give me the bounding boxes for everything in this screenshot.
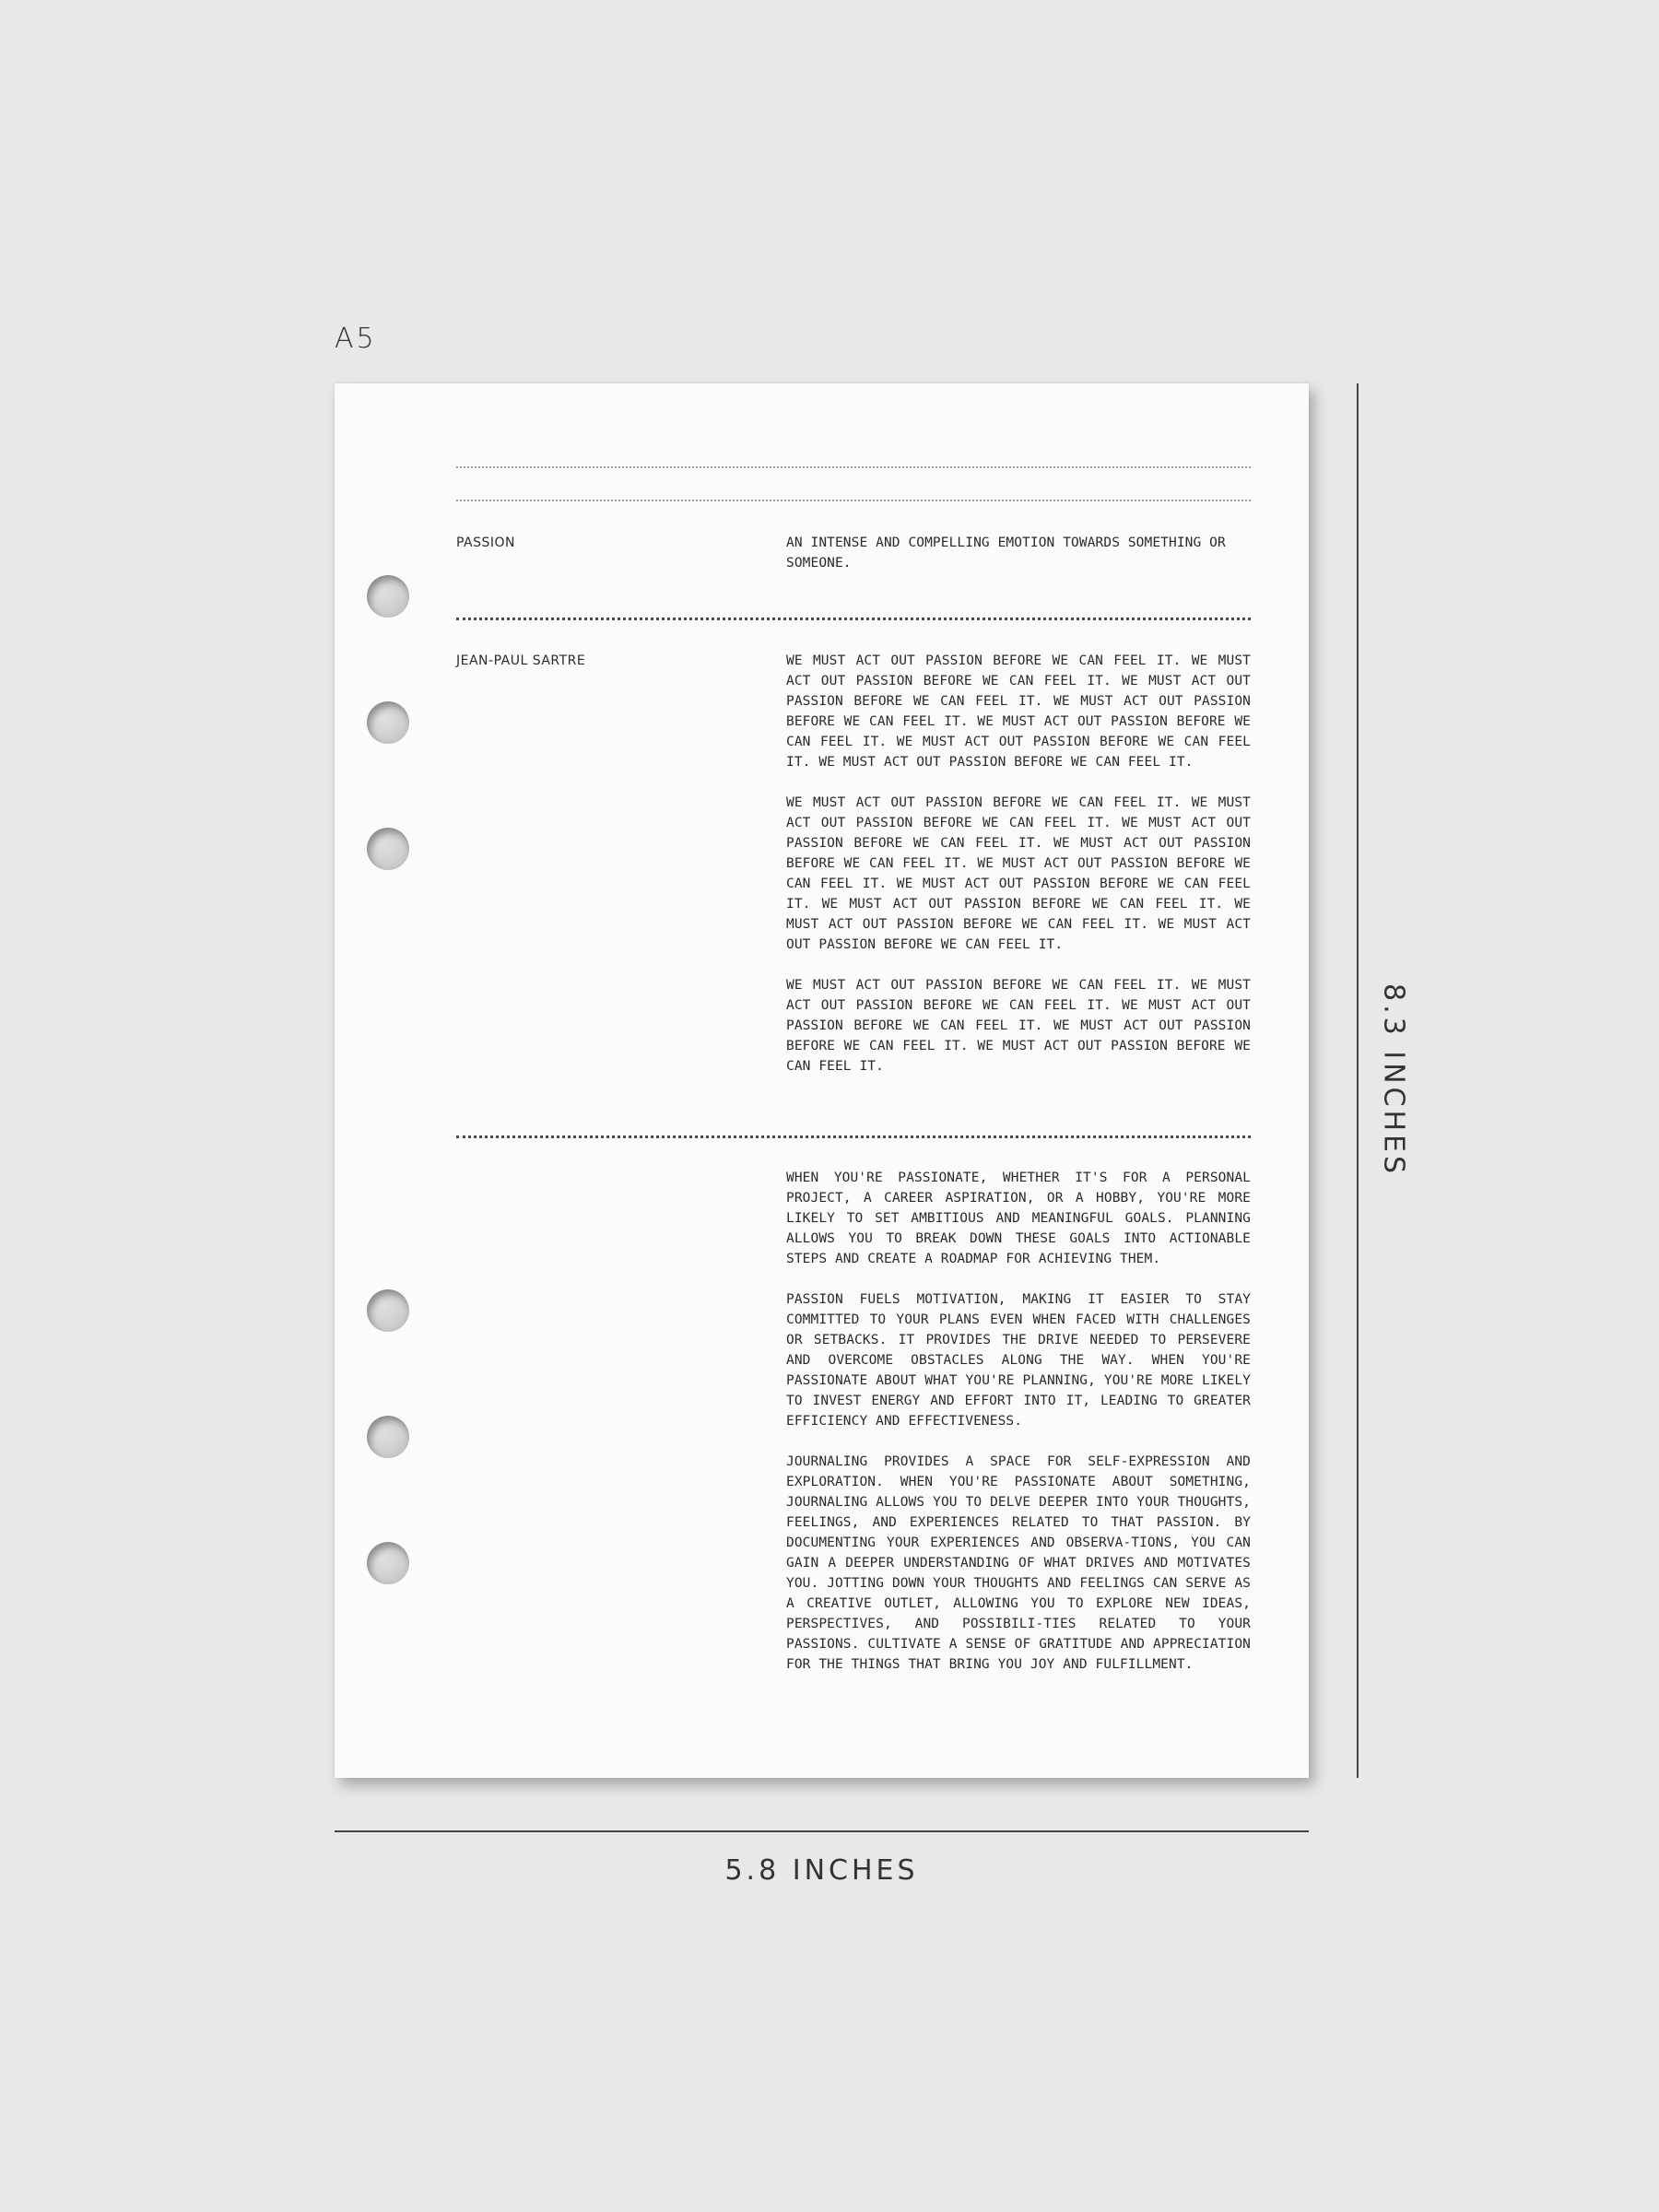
quote-paragraph: WE MUST ACT OUT PASSION BEFORE WE CAN FEEL IT. WE MUST ACT OUT PASSION BEFORE WE CAN FEEL IT. WE MUST ACT OUT PASSION BEFORE WE CAN FEEL IT. WE MUST ACT OUT PASSION BEFORE WE CAN FEEL IT. WE MUST ACT OUT PASSION BEFORE WE CAN FEEL IT. WE MUST ACT OUT PASSION BEFORE WE CAN FEEL IT. WE MUST ACT OUT PASSION BEFORE WE CAN FEEL IT. WE MUST ACT OUT PASSION BEFORE WE CAN FEEL IT. WE MUST ACT OUT PASSION BEFORE WE CAN FEEL IT. [786, 795, 1251, 952]
width-dimension-label: 5.8 INCHES [724, 1854, 919, 1887]
section-divider [456, 1135, 1251, 1138]
punch-hole [367, 1542, 409, 1584]
planner-page [335, 383, 1309, 1778]
term-definition: AN INTENSE AND COMPELLING EMOTION TOWARDS SOMETHING OR SOMEONE. [786, 535, 1226, 571]
height-dimension-line [1357, 383, 1359, 1778]
notes-paragraph: WHEN YOU'RE PASSIONATE, WHETHER IT'S FOR A PERSONAL PROJECT, A CAREER ASPIRATION, OR A HOBBY, YOU'RE MORE LIKELY TO SET AMBITIOUS AND MEANINGFUL GOALS. PLANNING ALLOWS YOU TO BREAK DOWN THESE GOALS INTO ACTIONABLE STEPS AND CREATE A ROADMAP FOR ACHIEVING THEM. [786, 1171, 1251, 1266]
notes-block [786, 1168, 1251, 1695]
punch-hole [367, 701, 409, 744]
notes-paragraph: PASSION FUELS MOTIVATION, MAKING IT EASIER TO STAY COMMITTED TO YOUR PLANS EVEN WHEN FACED WITH CHALLENGES OR SETBACKS. IT PROVIDES THE DRIVE NEEDED TO PERSEVERE AND OVERCOME OBSTACLES ALONG THE WAY. WHEN YOU'RE PASSIONATE ABOUT WHAT YOU'RE PLANNING, YOU'RE MORE LIKELY TO INVEST ENERGY AND EFFORT INTO IT, LEADING TO GREATER EFFICIENCY AND EFFECTIVENESS. [786, 1292, 1251, 1429]
quote-paragraph: WE MUST ACT OUT PASSION BEFORE WE CAN FEEL IT. WE MUST ACT OUT PASSION BEFORE WE CAN FEEL IT. WE MUST ACT OUT PASSION BEFORE WE CAN FEEL IT. WE MUST ACT OUT PASSION BEFORE WE CAN FEEL IT. WE MUST ACT OUT PASSION BEFORE WE CAN FEEL IT. [786, 978, 1251, 1074]
term-label: PASSION [456, 535, 516, 550]
height-dimension-label: 8.3 INCHES [1377, 982, 1410, 1178]
paper-size-label: A5 [335, 323, 377, 355]
punch-hole [367, 1416, 409, 1458]
term-definition-block [786, 533, 1251, 594]
quote-paragraph: WE MUST ACT OUT PASSION BEFORE WE CAN FEEL IT. WE MUST ACT OUT PASSION BEFORE WE CAN FEEL IT. WE MUST ACT OUT PASSION BEFORE WE CAN FEEL IT. WE MUST ACT OUT PASSION BEFORE WE CAN FEEL IT. WE MUST ACT OUT PASSION BEFORE WE CAN FEEL IT. WE MUST ACT OUT PASSION BEFORE WE CAN FEEL IT. WE MUST ACT OUT PASSION BEFORE WE CAN FEEL IT. [786, 653, 1251, 770]
punch-hole [367, 575, 409, 618]
quote-block [786, 651, 1251, 1097]
quote-author: JEAN-PAUL SARTRE [456, 653, 586, 668]
punch-hole [367, 1289, 409, 1332]
notes-paragraph: JOURNALING PROVIDES A SPACE FOR SELF-EXPRESSION AND EXPLORATION. WHEN YOU'RE PASSIONATE ABOUT SOMETHING, JOURNALING ALLOWS YOU TO DELVE DEEPER INTO YOUR THOUGHTS, FEELINGS, AND EXPERIENCES RELATED TO THAT PASSION. BY DOCUMENTING YOUR EXPERIENCES AND OBSERVA-TIONS, YOU CAN GAIN A DEEPER UNDERSTANDING OF WHAT DRIVES AND MOTIVATES YOU. JOTTING DOWN YOUR THOUGHTS AND FEELINGS CAN SERVE AS A CREATIVE OUTLET, ALLOWING YOU TO EXPLORE NEW IDEAS, PERSPECTIVES, AND POSSIBILI-TIES RELATED TO YOUR PASSIONS. CULTIVATE A SENSE OF GRATITUDE AND APPRECIATION FOR THE THINGS THAT BRING YOU JOY AND FULFILLMENT. [786, 1454, 1251, 1672]
dotted-writing-line [456, 500, 1251, 501]
width-dimension-line [335, 1830, 1309, 1832]
punch-hole [367, 828, 409, 870]
section-divider [456, 618, 1251, 620]
dotted-writing-line [456, 466, 1251, 468]
